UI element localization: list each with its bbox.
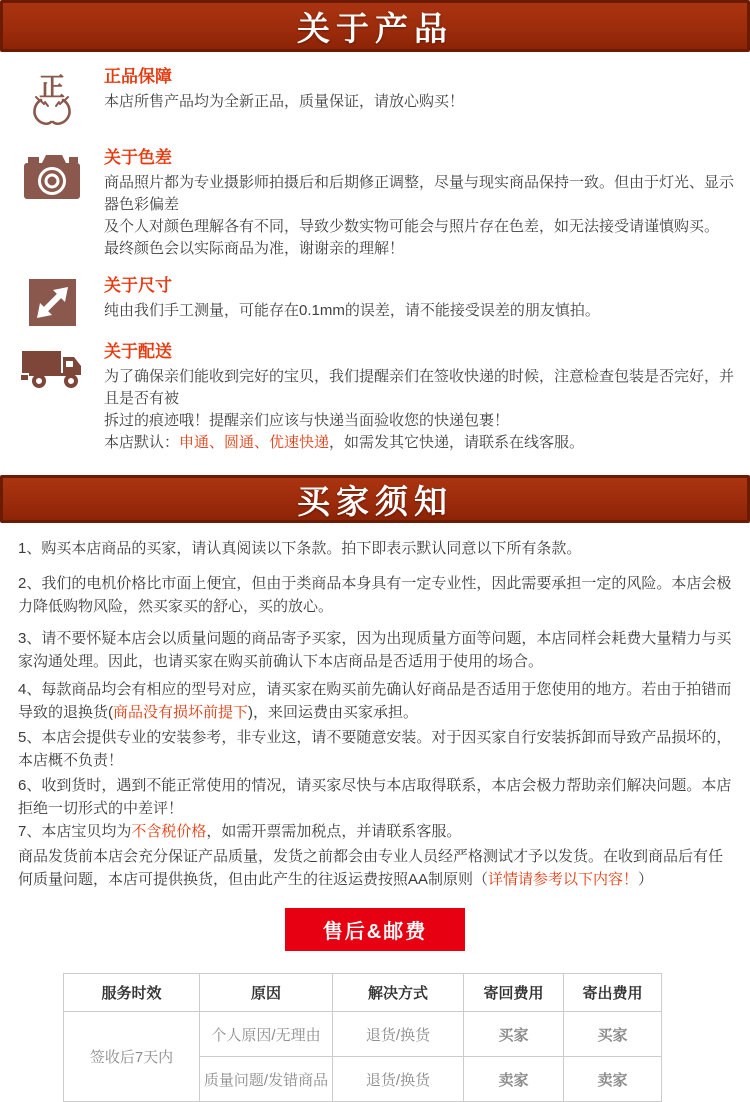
- section-text: 商品照片都为专业摄影师拍摄后和后期修正调整，尽量与现实商品保持一致。但由于灯光、显示器色彩偏差: [104, 174, 735, 213]
- section-title: 正品保障: [104, 67, 172, 86]
- about-product-title: 关于产品: [297, 9, 453, 47]
- send-fee-cell: 卖家: [564, 1057, 662, 1102]
- section-text: 为了确保亲们能收到完好的宝贝，我们提醒亲们在签收快递的时候，注意检查包装是否完好，并且是否有被: [104, 368, 735, 407]
- tax-excluded-highlight: 不含税价格: [131, 823, 207, 840]
- buyer-notice-title: 买家须知: [297, 482, 453, 520]
- buyer-terms: [0, 523, 750, 891]
- solution-cell: 退货/换货: [333, 1057, 464, 1102]
- section-authenticity: [0, 66, 750, 132]
- section-title: 关于色差: [104, 148, 172, 167]
- section-color-difference: [0, 147, 750, 260]
- term-2: 2、我们的电机价格比市面上便宜，但由于类商品本身具有一定专业性，因此需要承担一定的风险。本店会极力降低购物风险，然买家买的舒心，买的放心。: [18, 575, 732, 615]
- col-header-service-time: 服务时效: [64, 974, 200, 1012]
- timeframe-cell: 签收后7天内: [64, 1012, 200, 1102]
- section-text: 本店所售产品均为全新正品，质量保证，请放心购买！: [104, 93, 465, 110]
- aftersale-postage-button[interactable]: 售后&邮费: [285, 908, 465, 951]
- buyer-notice-banner: [0, 475, 750, 523]
- section-text: 最终颜色会以实际商品为准，谢谢亲的理解！: [104, 240, 405, 257]
- fee-table-container: [63, 973, 750, 1102]
- default-couriers-highlight: 申通、圆通、优速快递: [179, 434, 330, 451]
- see-below-highlight: 详情请参考以下内容！: [488, 871, 639, 888]
- fee-table: [63, 973, 662, 1102]
- return-fee-cell: 卖家: [464, 1057, 564, 1102]
- quality-assurance-paragraph: 商品发货前本店会充分保证产品质量，发货之前都会由专业人员经严格测试才予以发货。在收到商品后有任何质量问题，本店可提供换货，但由此产生的往返运费按照AA制原则（详情请参考以下内容！）: [18, 848, 724, 888]
- section-text: 及个人对颜色理解各有不同，导致少数实物可能会与照片存在色差，如无法接受请谨慎购买。: [104, 218, 720, 235]
- about-product-banner: [0, 0, 750, 52]
- section-size: [0, 275, 750, 326]
- section-text: 本店默认：申通、圆通、优速快递，如需发其它快递，请联系在线客服。: [104, 434, 585, 451]
- term-5: 5、本店会提供专业的安装参考，非专业这，请不要随意安装。对于因买家自行安装拆卸而导致产品损坏的，本店概不负责！: [18, 729, 732, 769]
- aftersale-button-row: [0, 908, 750, 951]
- term-1: 1、购买本店商品的买家，请认真阅读以下条款。拍下即表示默认同意以下所有条款。: [18, 540, 582, 557]
- section-title: 关于尺寸: [104, 276, 172, 295]
- solution-cell: 退货/换货: [333, 1012, 464, 1057]
- section-text: 纯由我们手工测量，可能存在0.1mm的误差，请不能接受误差的朋友慎拍。: [104, 302, 600, 319]
- about-sections: [0, 52, 750, 475]
- term-4: 4、每款商品均会有相应的型号对应，请买家在购买前先确认好商品是否适用于您使用的地方。若由于拍错而导致的退换货(商品没有损坏前提下)，来回运费由买家承担。: [18, 681, 732, 721]
- truck-icon: [0, 341, 104, 454]
- col-header-send-fee: 寄出费用: [564, 974, 662, 1012]
- term-7: 7、本店宝贝均为不含税价格，如需开票需加税点，并请联系客服。: [18, 823, 462, 840]
- camera-icon: [0, 147, 104, 260]
- no-damage-highlight: 商品没有损坏前提下: [113, 704, 249, 721]
- table-row: [64, 1012, 662, 1057]
- zheng-hands-icon: [0, 66, 104, 132]
- reason-cell: 质量问题/发错商品: [200, 1057, 333, 1102]
- send-fee-cell: 买家: [564, 1012, 662, 1057]
- section-text: 拆过的痕迹哦！提醒亲们应该与快递当面验收您的快递包裹！: [104, 412, 510, 429]
- svg-text:正: 正: [38, 73, 66, 103]
- section-title: 关于配送: [104, 342, 172, 361]
- col-header-reason: 原因: [200, 974, 333, 1012]
- return-fee-cell: 买家: [464, 1012, 564, 1057]
- col-header-solution: 解决方式: [333, 974, 464, 1012]
- term-6: 6、收到货时，遇到不能正常使用的情况，请买家尽快与本店取得联系，本店会极力帮助亲们解决问题。本店拒绝一切形式的中差评！: [18, 777, 732, 817]
- reason-cell: 个人原因/无理由: [200, 1012, 333, 1057]
- fee-table-header-row: [64, 974, 662, 1012]
- term-3: 3、请不要怀疑本店会以质量问题的商品寄予买家，因为出现质量方面等问题，本店同样会耗费大量精力与买家沟通处理。因此，也请买家在购买前确认下本店商品是否适用于使用的场合。: [18, 630, 732, 670]
- col-header-return-fee: 寄回费用: [464, 974, 564, 1012]
- resize-arrow-icon: [0, 275, 104, 326]
- section-delivery: [0, 341, 750, 454]
